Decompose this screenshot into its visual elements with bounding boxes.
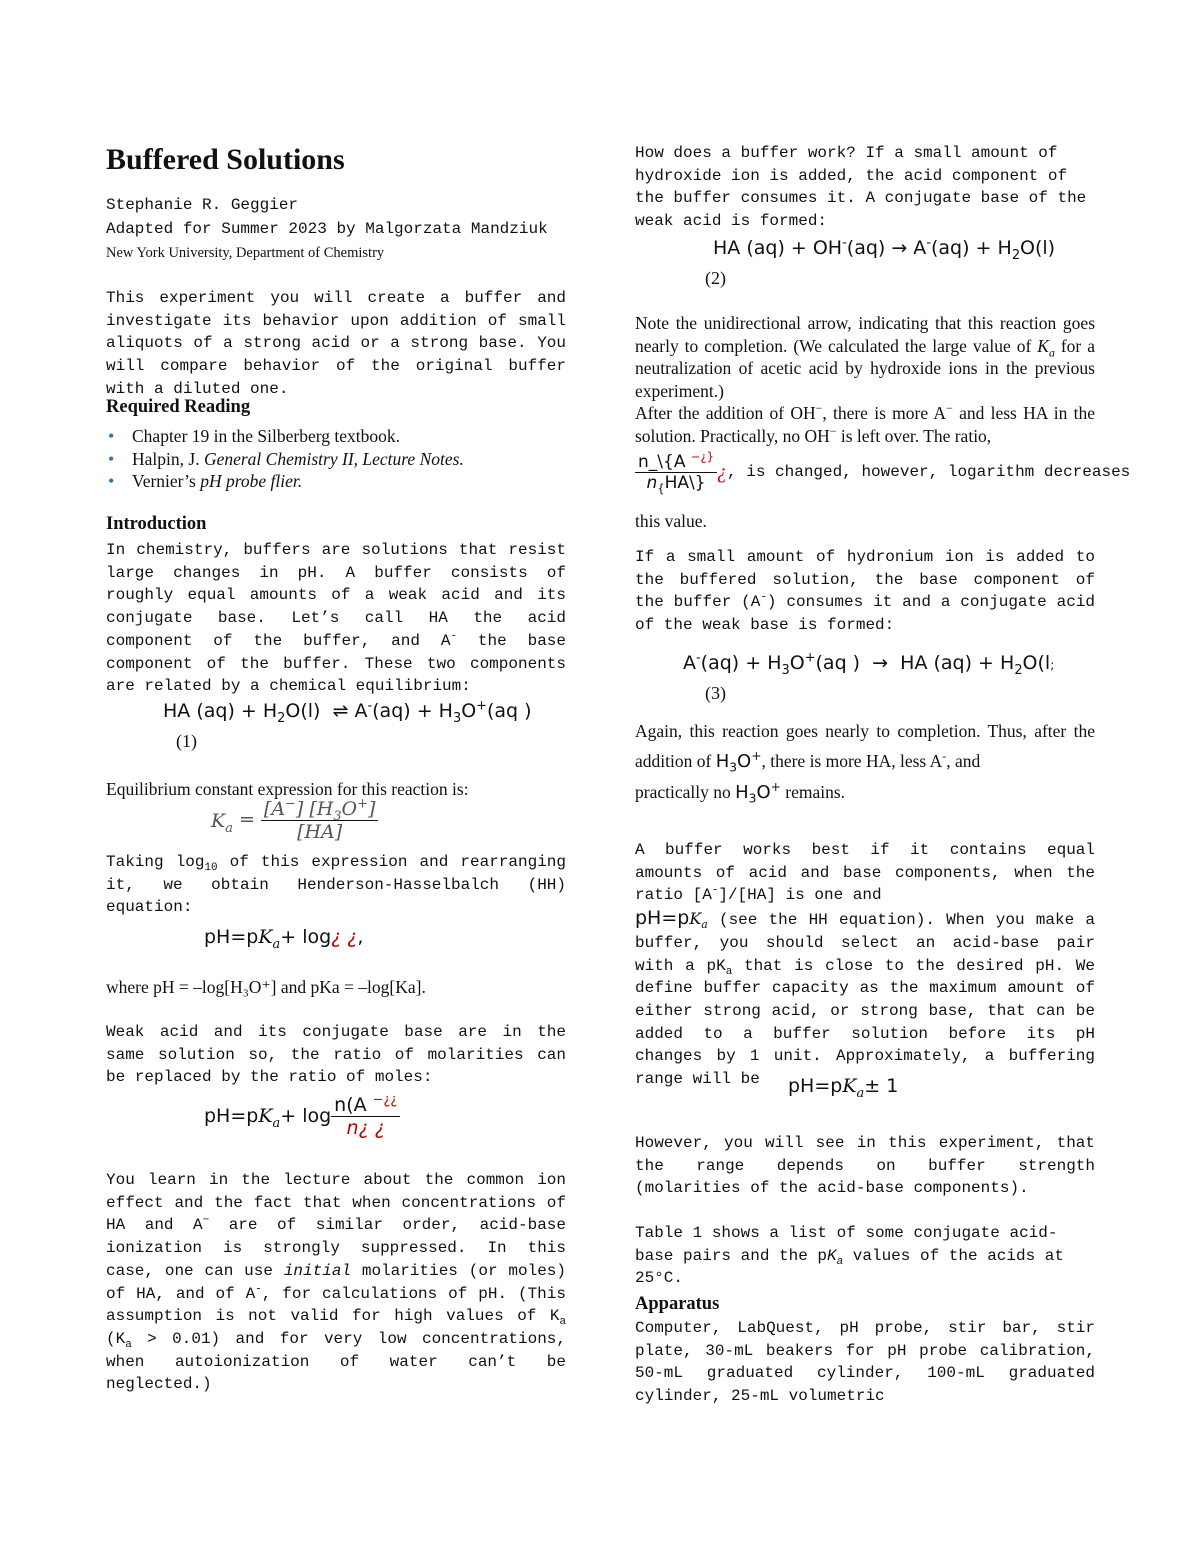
this-value-text: this value.: [635, 511, 707, 531]
where-text: where pH = –log[H₃O⁺] and pKa = –log[Ka].: [106, 977, 426, 997]
page-title: Buffered Solutions: [106, 143, 345, 176]
list-item: • Halpin, J. General Chemistry II, Lecture Notes.: [108, 448, 464, 469]
adapted-by: Adapted for Summer 2023 by Malgorzata Mandziuk: [106, 220, 548, 238]
common-ion-text: You learn in the lecture about the common ion effect and the fact that when concentrations of HA and A− are of similar order, acid-base ionization is strongly suppressed. In this case, one can use initial molarities (or moles) of HA, and of A-, for calculations of pH. (This assumption is not valid for high values of $K_a$ $(K_a > 0.01)$ and for very low concentrations, when autoionization of water can’t be neglected.): [106, 1171, 567, 1394]
equilibrium-constant-text: Equilibrium constant expression for this reaction is:: [106, 779, 469, 799]
hh-equation: $pH=pK_a+$ log¿ ¿,: [204, 926, 364, 952]
bullet-icon: •: [108, 448, 115, 469]
apparatus-text: Computer, LabQuest, pH probe, stir bar, stir plate, 30-mL beakers for pH probe calibration, 50-mL graduated cylinder, 100-mL graduated cylinder, 25-mL volumetric: [635, 1319, 1095, 1406]
buffer-best-text: A buffer works best if it contains equal amounts of acid and base components, when the ratio [A-]/[HA] is one and $pH=pK_a$ (see the HH equation). When you make a buffer, you should select an acid-base pair with a $pK_a$ that is close to the desired pH. We define buffer capacity as the maximum amount of either strong acid, or strong base, that can be added to a buffer solution before its pH changes by 1 unit. Approximately, a buffering range will be: [635, 841, 1096, 1089]
author: Stephanie R. Geggier: [106, 196, 299, 214]
list-item: • Vernier’s pH probe flier.: [108, 471, 303, 492]
equation-3-number: (3): [705, 683, 726, 703]
introduction-heading: Introduction: [106, 514, 207, 534]
buffering-range-equation: $pH=pK_a\pm 1$: [788, 1075, 899, 1101]
equation-2-number: (2): [705, 268, 726, 288]
ratio-line: $\frac{n\_\backslash\{A ^{-¿\}}}{n_{\{}HA\backslash\}}$ ¿, is changed, however, logarithm decreases: [635, 452, 1095, 493]
taking-log-text: Taking $\log_{10}$ of this expression and rearranging it, we obtain Henderson-Hasselbalch (HH) equation:: [106, 853, 566, 917]
list-item: • Chapter 19 in the Silberberg textbook.: [108, 426, 400, 446]
introduction-paragraph: In chemistry, buffers are solutions that resist large changes in pH. A buffer consists of roughly equal amounts of a weak acid and its conjugate base. Let’s call HA the acid component of the buffer, and A- the base component of the buffer. These two components are related by a chemical equilibrium:: [106, 541, 567, 696]
intro-paragraph: This experiment you will create a buffer and investigate its behavior upon addition of small aliquots of a strong acid or a strong base. You will compare behavior of the original buffer with a diluted one.: [106, 289, 566, 398]
weak-acid-text: Weak acid and its conjugate base are in the same solution so, the ratio of molarities can be replaced by the ratio of moles:: [106, 1023, 566, 1087]
bullet-icon: •: [108, 426, 115, 446]
equation-3: $A^-(aq) + H_3O^+(aq$ ) → HA $(aq) + H_2O(l$;: [683, 650, 1055, 678]
hydronium-text: If a small amount of hydronium ion is added to the buffered solution, the base component of the buffer (A-) consumes it and a conjugate acid of the weak base is formed:: [635, 548, 1095, 635]
affiliation: New York University, Department of Chemistry: [106, 245, 385, 261]
bullet-icon: •: [108, 471, 115, 492]
equation-1-number: (1): [176, 731, 197, 751]
ka-expression: $K_a$ = $\frac{[A^-] [H_3O^+]}{[HA]}$: [211, 798, 566, 843]
note-arrow-text: Note the unidirectional arrow, indicating that this reaction goes nearly to completion. (We calculated the large value of $K_a$ for a neutralization of acetic acid by hydroxide ions in the previous experiment.): [635, 313, 1095, 402]
equation-2: HA $(aq) + OH^-(aq) \to A^-(aq) + H_2O(l)$: [713, 235, 1056, 263]
again-text: Again, this reaction goes nearly to completion. Thus, after the addition of $H_3O^+$, there is more HA, less A-, and practically no $H_3O^+$ remains.: [635, 721, 1095, 806]
however-text: However, you will see in this experiment, that the range depends on buffer strength (molarities of the acid-base components).: [635, 1134, 1095, 1198]
hh-moles-equation: $pH=pK_a+ \log$ $\frac{n(A ^{-¿¿}}{n¿ ¿}$: [204, 1094, 566, 1139]
required-reading-heading: Required Reading: [106, 397, 251, 417]
apparatus-heading: Apparatus: [635, 1294, 720, 1314]
how-buffer-works-text: How does a buffer work? If a small amount of hydroxide ion is added, the acid component of the buffer consumes it. A conjugate base of the weak acid is formed:: [635, 144, 1087, 231]
required-reading-list: [106, 425, 566, 493]
equation-1: HA $(aq) + H_2O(l)$ ⇌ $A^-(aq) + H_3O^+(aq$ ): [163, 698, 532, 726]
table-reference-text: Table 1 shows a list of some conjugate acid-base pairs and the $pK_a$ values of the acids at 25°C.: [635, 1224, 1065, 1288]
after-oh-text: After the addition of OH−, there is more A− and less HA in the solution. Practically, no OH− is left over. The ratio,: [635, 401, 1095, 446]
